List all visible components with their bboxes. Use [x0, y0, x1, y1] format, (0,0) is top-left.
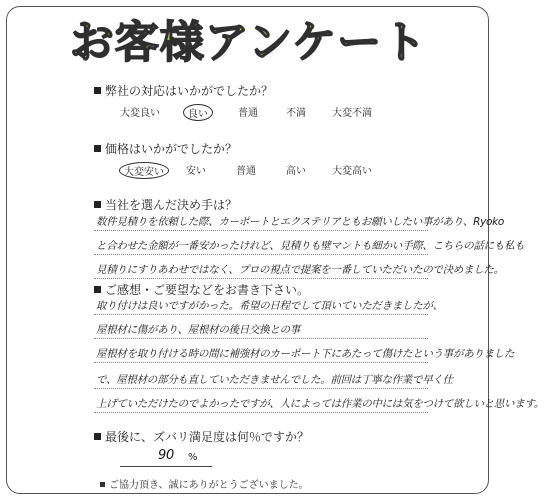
answer-rule — [94, 230, 428, 231]
question-1 — [94, 82, 273, 99]
bullet-icon — [94, 145, 101, 152]
q4-answer-line: 取り付けは良いですがかった。希望の日程でして頂いていただきましたが、 — [96, 300, 443, 312]
q1-option-good-selected[interactable]: 良い — [183, 104, 213, 121]
bullet-icon — [94, 201, 101, 208]
q2-option-normal[interactable]: 普通 — [236, 166, 256, 177]
q2-option-very-expensive[interactable]: 大変高い — [332, 166, 372, 177]
form-title: お客様アンケート — [69, 17, 428, 68]
bullet-icon — [94, 286, 101, 293]
question-1-label: 弊社の対応はいかがでしたか？ — [105, 84, 274, 98]
answer-rule — [94, 254, 428, 255]
q3-answer-line: 見積りにすりあわせではなく、プロの視点で提案を一番していただいたので決めました。 — [96, 264, 504, 276]
q1-option-dissatisfied[interactable]: 不満 — [286, 108, 306, 119]
q1-option-normal[interactable]: 普通 — [238, 108, 258, 119]
q3-answer-line: と合わせた金額が一番安かったけれど、見積りも壁マントも細かい手際、こちらの話にも私も — [96, 240, 525, 252]
satisfaction-value[interactable]: 90 — [158, 448, 174, 463]
satisfaction-underline — [120, 466, 212, 467]
footer-text: ご協力頂き、誠にありがとうございました。 — [109, 480, 309, 491]
q4-answer-line: 上げていただけたのでよかったですが、人によっては作業の中には気をつけて欲しいと思います。 — [96, 398, 544, 410]
q3-answer-line: 数件見積りを依頼した際、カーポートとエクステリアともお願いしたい事があり、Ryoko — [96, 216, 505, 228]
answer-rule — [94, 338, 428, 339]
q1-option-very-good[interactable]: 大変良い — [120, 108, 160, 119]
satisfaction-unit: % — [188, 452, 198, 463]
answer-rule — [94, 388, 428, 389]
answer-rule — [94, 412, 428, 413]
q2-option-cheap[interactable]: 安い — [186, 166, 206, 177]
answer-rule — [94, 314, 428, 315]
question-5-label: 最後に、ズバリ満足度は何％ですか？ — [105, 430, 310, 444]
q4-answer-line: 屋根材に傷があり、屋根材の後日交換との事 — [96, 324, 300, 336]
question-5 — [94, 428, 309, 445]
question-2 — [94, 140, 237, 157]
question-2-label: 価格はいかがでしたか？ — [105, 142, 238, 156]
q4-answer-line: で、屋根材の部分も直していただきませんでした。前回は丁寧な作業で早く仕 — [96, 374, 453, 386]
q1-option-very-dissatisfied[interactable]: 大変不満 — [332, 108, 372, 119]
question-3-label: 当社を選んだ決め手は？ — [105, 198, 238, 212]
bullet-icon — [94, 87, 101, 94]
question-4 — [94, 281, 309, 298]
q4-answer-line: 屋根材を取り付ける時の間に補強材のカーポート下にあたって傷けたという事がありました — [96, 348, 515, 360]
question-4-label: ご感想・ご要望などをお書き下さい。 — [105, 283, 310, 297]
answer-rule — [94, 278, 428, 279]
bullet-icon — [100, 482, 105, 487]
question-3 — [94, 196, 237, 213]
q2-option-expensive[interactable]: 高い — [286, 166, 306, 177]
answer-rule — [94, 362, 428, 363]
q2-option-very-cheap-selected[interactable]: 大変安い — [119, 162, 169, 179]
bullet-icon — [94, 433, 101, 440]
thank-you-note — [100, 476, 309, 491]
